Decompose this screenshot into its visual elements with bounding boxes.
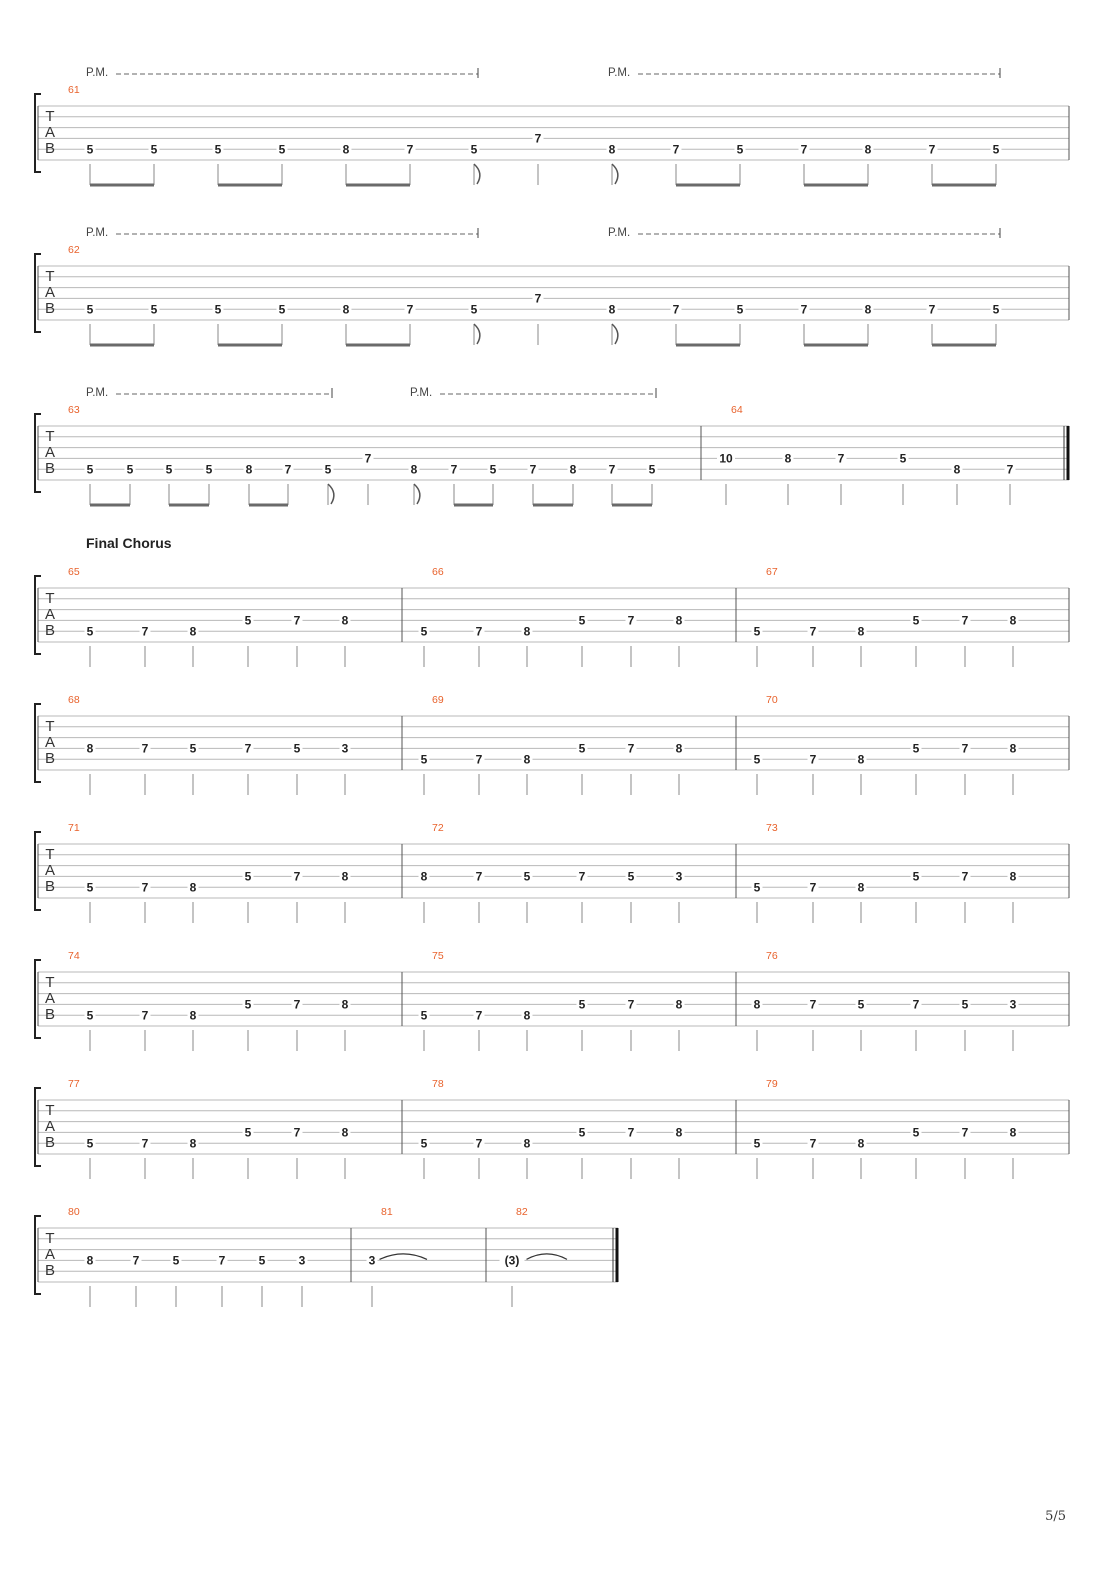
fret-number: 5	[420, 752, 428, 767]
fret-number: 8	[341, 613, 349, 628]
fret-number: 8	[86, 741, 94, 756]
fret-number: 8	[608, 142, 616, 157]
fret-number: 7	[244, 741, 252, 756]
measure-number: 69	[432, 694, 444, 706]
measure-number: 80	[68, 1206, 80, 1218]
fret-number: 7	[809, 880, 817, 895]
fret-number: 5	[324, 462, 332, 477]
fret-number: 5	[420, 624, 428, 639]
fret-number: 7	[141, 624, 149, 639]
fret-number: 5	[86, 142, 94, 157]
fret-number: 5	[420, 1008, 428, 1023]
tab-clef-letter: T	[45, 108, 55, 125]
fret-number: 5	[244, 997, 252, 1012]
fret-number: 5	[912, 869, 920, 884]
tab-clef-letter: B	[44, 300, 56, 317]
fret-number: 8	[420, 869, 428, 884]
fret-number: 5	[293, 741, 301, 756]
fret-number: 7	[218, 1253, 226, 1268]
measure-number: 73	[766, 822, 778, 834]
fret-number: 7	[141, 1008, 149, 1023]
fret-number: 7	[608, 462, 616, 477]
fret-number: 5	[912, 613, 920, 628]
fret-number: 8	[857, 624, 865, 639]
measure-number: 82	[516, 1206, 528, 1218]
fret-number: 3	[1009, 997, 1017, 1012]
tab-clef-letter: T	[45, 1230, 55, 1247]
fret-number: 5	[753, 624, 761, 639]
fret-number: 8	[342, 302, 350, 317]
fret-number: 5	[86, 1136, 94, 1151]
measure-number: 68	[68, 694, 80, 706]
tab-clef-letter: T	[45, 268, 55, 285]
tab-system	[35, 822, 1069, 923]
fret-number: 5	[150, 142, 158, 157]
fret-number: 8	[1009, 869, 1017, 884]
palm-mute-label: P.M.	[86, 67, 109, 79]
fret-number: 7	[406, 142, 414, 157]
page-number: 5/5	[1045, 1509, 1066, 1524]
fret-number: 5	[627, 869, 635, 884]
measure-number: 66	[432, 566, 444, 578]
measure-number: 78	[432, 1078, 444, 1090]
fret-number: 8	[569, 462, 577, 477]
fret-number: 8	[675, 613, 683, 628]
fret-number: 8	[341, 1125, 349, 1140]
measure-number: 81	[381, 1206, 393, 1218]
measure-number: 71	[68, 822, 80, 834]
fret-number: 7	[132, 1253, 140, 1268]
fret-number: 5	[244, 1125, 252, 1140]
note-flag	[612, 324, 618, 344]
tab-clef-letter: B	[44, 460, 56, 477]
fret-number: 7	[961, 741, 969, 756]
fret-number: 7	[809, 752, 817, 767]
fret-number: 8	[189, 624, 197, 639]
tab-clef-letter: B	[44, 140, 56, 157]
tab-clef-letter: A	[44, 862, 56, 879]
tab-system	[35, 950, 1069, 1051]
tie-arc	[527, 1254, 568, 1260]
fret-number: 5	[150, 302, 158, 317]
fret-number: 5	[857, 997, 865, 1012]
fret-number: 7	[475, 869, 483, 884]
fret-number: 8	[523, 624, 531, 639]
fret-number: 5	[86, 880, 94, 895]
tab-clef-letter: B	[44, 622, 56, 639]
fret-number: 8	[342, 142, 350, 157]
note-flag	[414, 484, 420, 504]
fret-number: 7	[961, 869, 969, 884]
tab-clef-letter: T	[45, 846, 55, 863]
fret-number: 8	[608, 302, 616, 317]
fret-number: 7	[141, 880, 149, 895]
fret-number: 7	[672, 302, 680, 317]
measure-number: 74	[68, 950, 80, 962]
fret-number: 5	[420, 1136, 428, 1151]
fret-number: 7	[529, 462, 537, 477]
note-flag	[328, 484, 334, 504]
fret-number: 7	[534, 131, 542, 146]
fret-number: 7	[293, 613, 301, 628]
tab-clef-letter: B	[44, 878, 56, 895]
fret-number: 7	[961, 613, 969, 628]
fret-number: 5	[961, 997, 969, 1012]
fret-number: 8	[753, 997, 761, 1012]
fret-number: 5	[992, 302, 1000, 317]
tab-clef-letter: A	[44, 606, 56, 623]
measure-number: 62	[68, 244, 80, 256]
fret-number: 7	[578, 869, 586, 884]
tab-system	[35, 67, 1069, 185]
fret-number: 7	[627, 741, 635, 756]
measure-number: 61	[68, 84, 80, 96]
fret-number: 5	[214, 142, 222, 157]
fret-number: 7	[141, 741, 149, 756]
note-flag	[474, 164, 480, 184]
fret-number: 8	[864, 142, 872, 157]
fret-number: 8	[675, 1125, 683, 1140]
measure-number: 63	[68, 404, 80, 416]
fret-number: 7	[627, 997, 635, 1012]
palm-mute-label: P.M.	[86, 387, 109, 399]
measure-number: 77	[68, 1078, 80, 1090]
fret-number: 5	[736, 302, 744, 317]
fret-number: 5	[172, 1253, 180, 1268]
fret-number: 8	[86, 1253, 94, 1268]
fret-number: 8	[953, 462, 961, 477]
fret-number: 5	[86, 302, 94, 317]
fret-number: 7	[928, 142, 936, 157]
fret-number: 7	[809, 997, 817, 1012]
fret-number: 5	[278, 302, 286, 317]
fret-number: 7	[450, 462, 458, 477]
palm-mute-label: P.M.	[410, 387, 433, 399]
fret-number: 5	[578, 613, 586, 628]
tab-system	[35, 227, 1069, 345]
fret-number: 5	[214, 302, 222, 317]
fret-number: 5	[86, 1008, 94, 1023]
palm-mute-label: P.M.	[608, 67, 631, 79]
fret-number: 5	[86, 624, 94, 639]
tab-clef-letter: B	[44, 1006, 56, 1023]
fret-number: 7	[475, 624, 483, 639]
fret-number: 8	[1009, 1125, 1017, 1140]
fret-number: 8	[245, 462, 253, 477]
tab-clef-letter: A	[44, 124, 56, 141]
fret-number: 7	[800, 142, 808, 157]
fret-number: 5	[578, 1125, 586, 1140]
fret-number: 5	[753, 880, 761, 895]
fret-number: 7	[293, 1125, 301, 1140]
measure-number: 76	[766, 950, 778, 962]
measure-number: 75	[432, 950, 444, 962]
fret-number: 7	[406, 302, 414, 317]
fret-number: 5	[992, 142, 1000, 157]
fret-number: 5	[578, 741, 586, 756]
tab-system	[35, 1206, 618, 1307]
fret-number: 8	[864, 302, 872, 317]
note-flag	[474, 324, 480, 344]
fret-number: 3	[368, 1253, 376, 1268]
tab-clef-letter: B	[44, 1262, 56, 1279]
tab-clef-letter: A	[44, 1118, 56, 1135]
fret-number: 8	[410, 462, 418, 477]
fret-number: 8	[341, 997, 349, 1012]
fret-number: 5	[648, 462, 656, 477]
fret-number: 5	[753, 752, 761, 767]
fret-number: 7	[293, 869, 301, 884]
fret-number: 7	[627, 1125, 635, 1140]
fret-number: 8	[857, 1136, 865, 1151]
tab-clef-letter: A	[44, 444, 56, 461]
measure-number: 65	[68, 566, 80, 578]
tab-clef-letter: A	[44, 990, 56, 1007]
tab-clef-letter: A	[44, 284, 56, 301]
fret-number: 5	[753, 1136, 761, 1151]
fret-number: 8	[523, 752, 531, 767]
fret-number: 8	[189, 1136, 197, 1151]
tab-clef-letter: B	[44, 750, 56, 767]
measure-number: 64	[731, 404, 743, 416]
tab-clef-letter: T	[45, 590, 55, 607]
fret-number: 5	[489, 462, 497, 477]
fret-number: 8	[1009, 741, 1017, 756]
measure-number: 79	[766, 1078, 778, 1090]
fret-number: 8	[1009, 613, 1017, 628]
fret-number: 5	[258, 1253, 266, 1268]
fret-number: 7	[837, 451, 845, 466]
fret-number: 5	[912, 741, 920, 756]
fret-number: 7	[284, 462, 292, 477]
fret-number: (3)	[504, 1253, 520, 1268]
fret-number: 8	[857, 880, 865, 895]
tab-system	[35, 535, 1069, 667]
fret-number: 3	[298, 1253, 306, 1268]
fret-number: 8	[189, 880, 197, 895]
measure-number: 67	[766, 566, 778, 578]
fret-number: 5	[736, 142, 744, 157]
tab-clef-letter: A	[44, 1246, 56, 1263]
fret-number: 7	[912, 997, 920, 1012]
fret-number: 8	[784, 451, 792, 466]
fret-number: 7	[475, 1008, 483, 1023]
fret-number: 7	[534, 291, 542, 306]
fret-number: 8	[189, 1008, 197, 1023]
fret-number: 7	[809, 1136, 817, 1151]
fret-number: 7	[141, 1136, 149, 1151]
fret-number: 8	[675, 741, 683, 756]
fret-number: 7	[293, 997, 301, 1012]
fret-number: 5	[244, 869, 252, 884]
fret-number: 8	[523, 1136, 531, 1151]
fret-number: 7	[364, 451, 372, 466]
fret-number: 3	[675, 869, 683, 884]
fret-number: 8	[523, 1008, 531, 1023]
section-label: Final Chorus	[86, 535, 172, 551]
fret-number: 5	[470, 142, 478, 157]
tab-clef-letter: T	[45, 1102, 55, 1119]
tab-system	[35, 387, 1069, 505]
fret-number: 7	[809, 624, 817, 639]
fret-number: 5	[278, 142, 286, 157]
fret-number: 7	[475, 752, 483, 767]
palm-mute-label: P.M.	[608, 227, 631, 239]
tab-clef-letter: A	[44, 734, 56, 751]
note-flag	[612, 164, 618, 184]
tab-clef-letter: B	[44, 1134, 56, 1151]
fret-number: 5	[899, 451, 907, 466]
fret-number: 10	[719, 451, 733, 466]
tie-arc	[380, 1254, 428, 1260]
palm-mute-label: P.M.	[86, 227, 109, 239]
fret-number: 5	[205, 462, 213, 477]
tab-system	[35, 1078, 1069, 1179]
fret-number: 5	[165, 462, 173, 477]
tab-clef-letter: T	[45, 974, 55, 991]
tab-clef-letter: T	[45, 428, 55, 445]
fret-number: 7	[928, 302, 936, 317]
fret-number: 8	[341, 869, 349, 884]
fret-number: 7	[800, 302, 808, 317]
fret-number: 5	[126, 462, 134, 477]
fret-number: 5	[523, 869, 531, 884]
tab-system	[35, 694, 1069, 795]
measure-number: 70	[766, 694, 778, 706]
fret-number: 5	[470, 302, 478, 317]
measure-number: 72	[432, 822, 444, 834]
fret-number: 7	[672, 142, 680, 157]
fret-number: 7	[961, 1125, 969, 1140]
fret-number: 3	[341, 741, 349, 756]
tab-clef-letter: T	[45, 718, 55, 735]
fret-number: 8	[675, 997, 683, 1012]
fret-number: 5	[912, 1125, 920, 1140]
fret-number: 5	[189, 741, 197, 756]
fret-number: 5	[578, 997, 586, 1012]
fret-number: 5	[244, 613, 252, 628]
fret-number: 7	[627, 613, 635, 628]
fret-number: 7	[475, 1136, 483, 1151]
fret-number: 7	[1006, 462, 1014, 477]
fret-number: 5	[86, 462, 94, 477]
fret-number: 8	[857, 752, 865, 767]
